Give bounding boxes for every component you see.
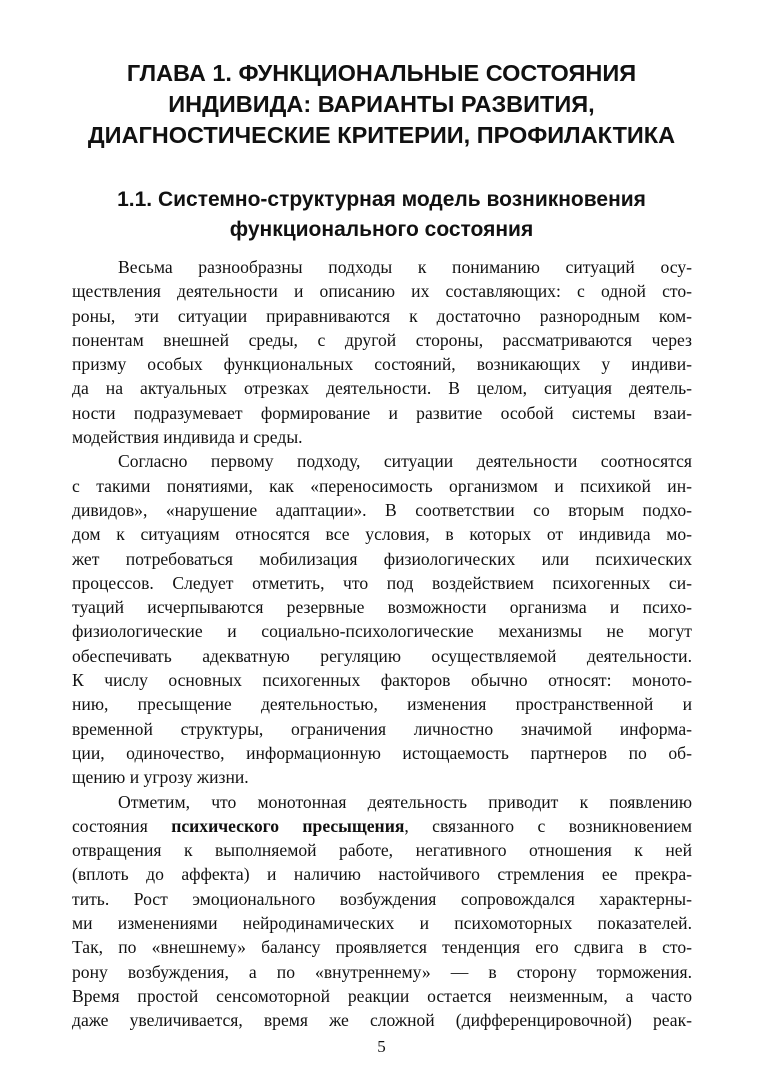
page-number: 5	[377, 1037, 386, 1056]
text-line: жет потребоваться мобилизация физиологических или психических	[72, 548, 692, 569]
paragraph-2	[72, 449, 692, 789]
text-line: К числу основных психогенных факторов обычно относят: моното-	[72, 670, 692, 691]
text-line: даже увеличивается, время же сложной (дифференцировочной) реак-	[72, 1010, 692, 1031]
bold-term: психического пресыщения	[171, 815, 405, 836]
text-line: ществления деятельности и описанию их составляющих: с одной сто-	[72, 281, 692, 302]
text-line: процессов. Следует отметить, что под воздействием психогенных си-	[72, 572, 692, 593]
text-line: Время простой сенсомоторной реакции остается неизменным, а часто	[72, 985, 692, 1006]
text-line: временной структуры, ограничения личностно значимой информа-	[72, 718, 692, 739]
text-line: тить. Рост эмоционального возбуждения сопровождался характерны-	[72, 888, 692, 909]
text-fragment: , связанного с возникновением	[404, 815, 693, 836]
section-title: 1.1. Системно-структурная модель возникновения функционального состояния	[117, 188, 646, 241]
text-fragment: состояния	[72, 815, 172, 836]
text-line: отвращения к выполняемой работе, негативного отношения к ней	[72, 840, 692, 861]
text-line: нию, пресыщение деятельностью, изменения пространственной и	[72, 694, 692, 715]
text-line: ности подразумевает формирование и развитие особой системы взаи-	[72, 402, 692, 423]
text-line: обеспечивать адекватную регуляцию осуществляемой деятельности.	[72, 645, 692, 666]
text-line: щению и угрозу жизни.	[72, 767, 249, 788]
text-line: ми изменениями нейродинамических и психомоторных показателей.	[72, 913, 692, 934]
body-text	[72, 255, 692, 1033]
text-line: ции, одиночество, информационную истощаемость партнеров по об-	[72, 742, 692, 763]
text-line: физиологические и социально-психологические механизмы не могут	[72, 621, 692, 642]
paragraph-3	[72, 790, 692, 1033]
text-line: роны, эти ситуации приравниваются к достаточно разнородным ком-	[72, 305, 692, 326]
text-line: с такими понятиями, как «переносимость организмом и психикой ин-	[72, 475, 692, 496]
text-line: дом к ситуациям относятся все условия, в которых от индивида мо-	[72, 524, 692, 545]
text-line: туаций исчерпываются резервные возможности организма и психо-	[72, 597, 692, 618]
text-line: Так, по «внешнему» балансу проявляется тенденция его сдвига в сто-	[72, 937, 692, 958]
text-line: модействия индивида и среды.	[72, 427, 303, 448]
text-line: Отметим, что монотонная деятельность приводит к появлению	[118, 791, 692, 812]
text-line: дивидов», «нарушение адаптации». В соответствии со вторым подхо-	[72, 499, 692, 520]
text-line: Согласно первому подходу, ситуации деятельности соотносятся	[118, 451, 692, 472]
text-line	[72, 814, 692, 838]
text-line: рону возбуждения, а по «внутреннему» — в сторону торможения.	[72, 961, 692, 982]
text-line: призму особых функциональных состояний, возникающих у индиви-	[72, 354, 692, 375]
text-line: понентам внешней среды, с другой стороны, рассматриваются через	[72, 329, 692, 350]
text-line: да на актуальных отрезках деятельности. В целом, ситуация деятель-	[72, 378, 692, 399]
chapter-title: ГЛАВА 1. ФУНКЦИОНАЛЬНЫЕ СОСТОЯНИЯ ИНДИВИДА: ВАРИАНТЫ РАЗВИТИЯ, ДИАГНОСТИЧЕСКИЕ КРИТЕРИИ, ПРОФИЛАКТИКА	[87, 60, 676, 148]
paragraph-1	[72, 255, 692, 449]
text-line: Весьма разнообразны подходы к пониманию ситуаций осу-	[118, 257, 692, 277]
text-line: (вплоть до аффекта) и наличию настойчивого стремления ее прекра-	[72, 864, 692, 885]
